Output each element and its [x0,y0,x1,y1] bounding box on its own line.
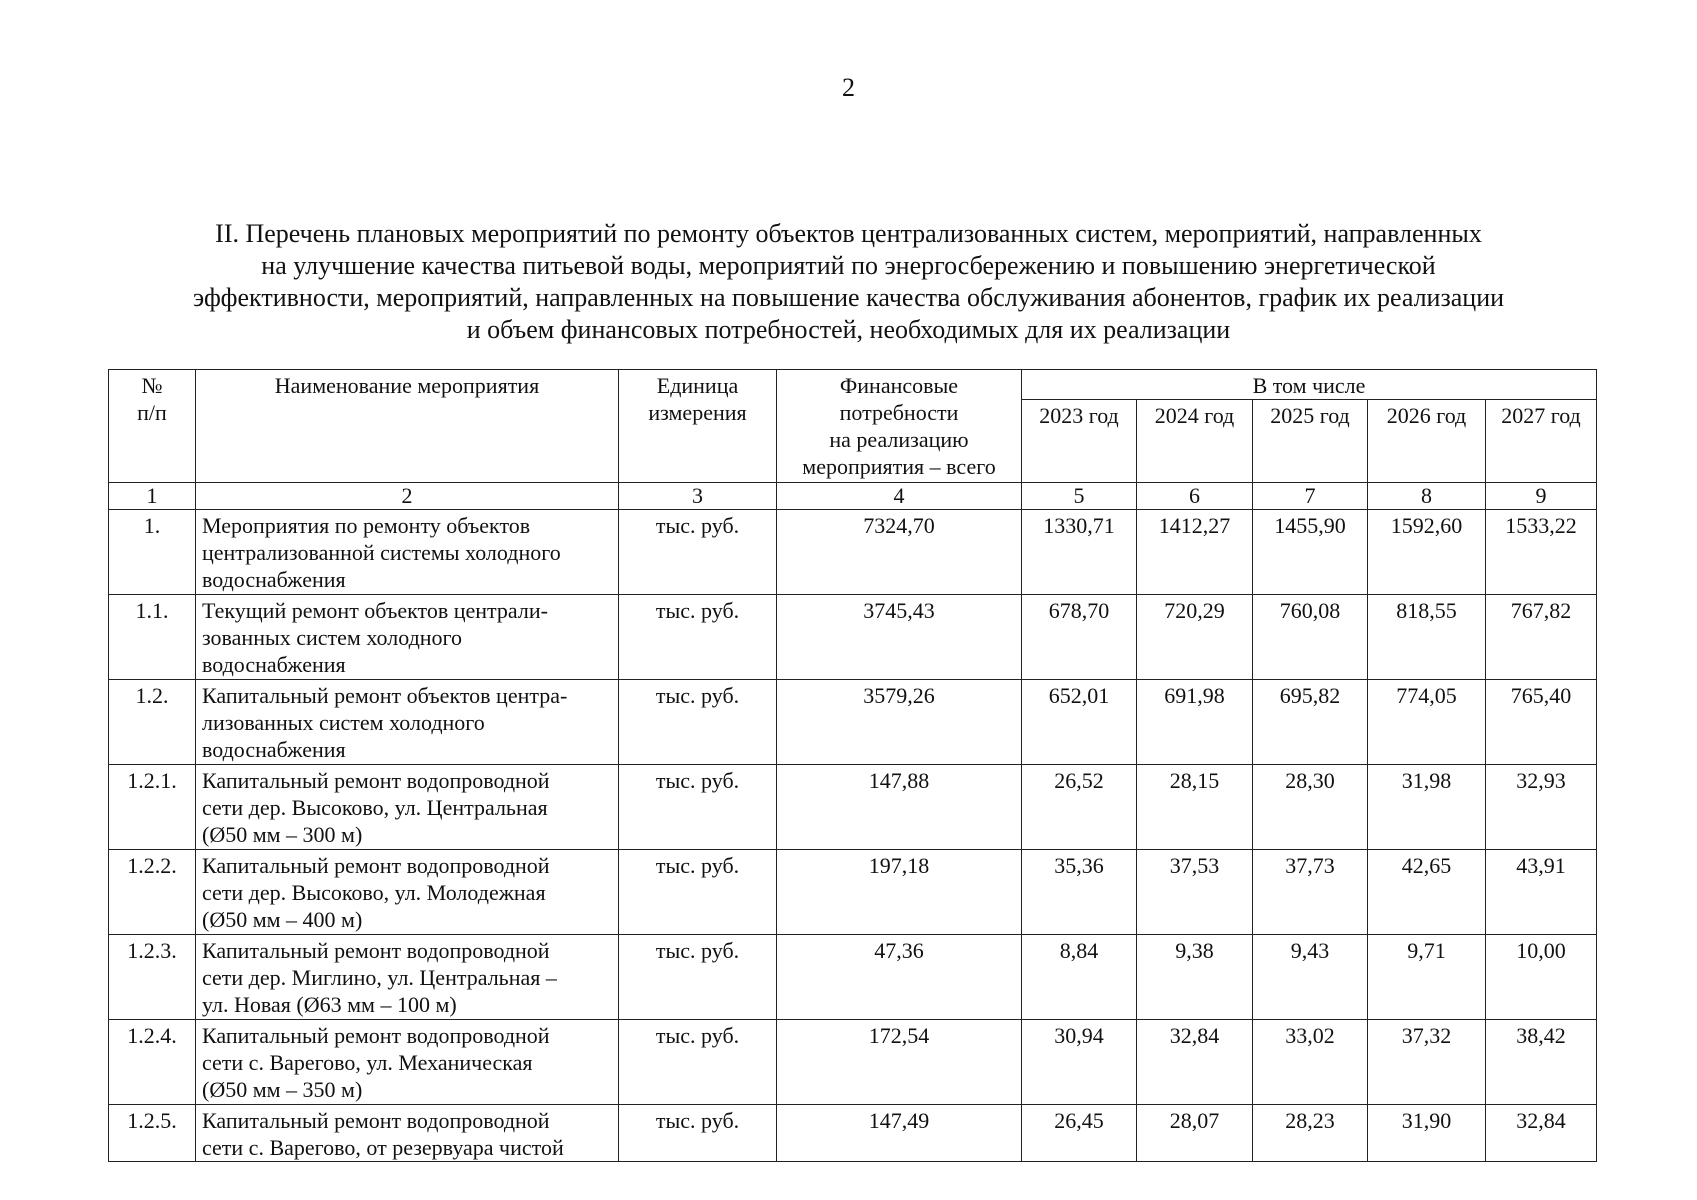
year-2023-cell: 35,36 [1022,850,1137,935]
year-2027-cell: 10,00 [1486,935,1597,1020]
year-2023-cell: 30,94 [1022,1020,1137,1105]
year-2026-cell: 818,55 [1368,595,1486,680]
measure-name: Капитальный ремонт водопроводной сети дер. Высоково, ул. Центральная (Ø50 мм – 300 м) [196,765,619,850]
year-2023-cell: 26,45 [1022,1105,1137,1162]
unit-cell: тыс. руб. [619,765,777,850]
unit-cell: тыс. руб. [619,850,777,935]
year-2027-cell: 32,84 [1486,1105,1597,1162]
header-year: 2027 год [1486,400,1597,483]
year-2023-cell: 652,01 [1022,680,1137,765]
measures-table [108,369,1597,1162]
table-row [109,510,1597,595]
section-title [120,218,1577,346]
table-row [109,595,1597,680]
measure-name: Капитальный ремонт водопроводной сети с. Варегово, ул. Механическая (Ø50 мм – 350 м) [196,1020,619,1105]
year-2025-cell: 1455,90 [1253,510,1368,595]
row-number: 1.2. [109,680,196,765]
year-2024-cell: 28,15 [1137,765,1253,850]
row-number: 1.2.3. [109,935,196,1020]
row-number: 1.2.5. [109,1105,196,1162]
header-year: 2023 год [1022,400,1137,483]
unit-cell: тыс. руб. [619,1105,777,1162]
year-2024-cell: 9,38 [1137,935,1253,1020]
measure-name: Капитальный ремонт водопроводной сети дер. Высоково, ул. Молодежная (Ø50 мм – 400 м) [196,850,619,935]
year-2024-cell: 28,07 [1137,1105,1253,1162]
unit-cell: тыс. руб. [619,935,777,1020]
header-num: № п/п [109,370,196,483]
page-number: 2 [842,73,855,102]
year-2027-cell: 765,40 [1486,680,1597,765]
year-2025-cell: 28,23 [1253,1105,1368,1162]
table-row [109,1105,1597,1162]
year-2025-cell: 695,82 [1253,680,1368,765]
unit-cell: тыс. руб. [619,595,777,680]
unit-cell: тыс. руб. [619,680,777,765]
header-year: 2024 год [1137,400,1253,483]
year-2023-cell: 678,70 [1022,595,1137,680]
year-2027-cell: 1533,22 [1486,510,1597,595]
table-row [109,1020,1597,1105]
row-number: 1.2.4. [109,1020,196,1105]
year-2027-cell: 767,82 [1486,595,1597,680]
column-number: 2 [196,483,619,510]
column-number: 5 [1022,483,1137,510]
header-year: 2026 год [1368,400,1486,483]
column-number: 3 [619,483,777,510]
column-number: 8 [1368,483,1486,510]
year-2024-cell: 1412,27 [1137,510,1253,595]
year-2024-cell: 691,98 [1137,680,1253,765]
header-row [109,370,1597,400]
year-2023-cell: 1330,71 [1022,510,1137,595]
total-cell: 47,36 [777,935,1022,1020]
year-2023-cell: 8,84 [1022,935,1137,1020]
measure-name: Текущий ремонт объектов централи- зованных систем холодного водоснабжения [196,595,619,680]
column-number: 4 [777,483,1022,510]
measure-name: Мероприятия по ремонту объектов централизованной системы холодного водоснабжения [196,510,619,595]
column-number: 1 [109,483,196,510]
total-cell: 172,54 [777,1020,1022,1105]
total-cell: 7324,70 [777,510,1022,595]
total-cell: 3579,26 [777,680,1022,765]
column-number: 7 [1253,483,1368,510]
year-2023-cell: 26,52 [1022,765,1137,850]
year-2025-cell: 28,30 [1253,765,1368,850]
year-2024-cell: 37,53 [1137,850,1253,935]
measure-name: Капитальный ремонт объектов центра- лизованных систем холодного водоснабжения [196,680,619,765]
year-2026-cell: 774,05 [1368,680,1486,765]
year-2027-cell: 32,93 [1486,765,1597,850]
table-row [109,680,1597,765]
unit-cell: тыс. руб. [619,510,777,595]
header-including: В том числе [1022,370,1597,400]
year-2024-cell: 720,29 [1137,595,1253,680]
year-2026-cell: 42,65 [1368,850,1486,935]
row-number: 1.2.1. [109,765,196,850]
column-numbers-row [109,483,1597,510]
year-2025-cell: 37,73 [1253,850,1368,935]
year-2024-cell: 32,84 [1137,1020,1253,1105]
total-cell: 3745,43 [777,595,1022,680]
year-2025-cell: 33,02 [1253,1020,1368,1105]
measure-name: Капитальный ремонт водопроводной сети с. Варегово, от резервуара чистой [196,1105,619,1162]
year-2026-cell: 1592,60 [1368,510,1486,595]
row-number: 1.2.2. [109,850,196,935]
header-total: Финансовые потребности на реализацию мероприятия – всего [777,370,1022,483]
unit-cell: тыс. руб. [619,1020,777,1105]
title-line: II. Перечень плановых мероприятий по ремонту объектов централизованных систем, мероприятий, направленных [215,219,1482,248]
year-2026-cell: 9,71 [1368,935,1486,1020]
year-2025-cell: 760,08 [1253,595,1368,680]
row-number: 1.1. [109,595,196,680]
total-cell: 197,18 [777,850,1022,935]
table-row [109,765,1597,850]
year-2027-cell: 38,42 [1486,1020,1597,1105]
column-number: 9 [1486,483,1597,510]
year-2027-cell: 43,91 [1486,850,1597,935]
row-number: 1. [109,510,196,595]
total-cell: 147,49 [777,1105,1022,1162]
header-year: 2025 год [1253,400,1368,483]
header-unit: Единица измерения [619,370,777,483]
year-2026-cell: 31,98 [1368,765,1486,850]
title-line: эффективности, мероприятий, направленных на повышение качества обслуживания абонентов, график их реализации [192,283,1505,312]
title-line: на улучшение качества питьевой воды, мероприятий по энергосбережению и повышению энергетической [261,251,1436,280]
year-2025-cell: 9,43 [1253,935,1368,1020]
title-line: и объем финансовых потребностей, необходимых для их реализации [466,315,1231,344]
measure-name: Капитальный ремонт водопроводной сети дер. Миглино, ул. Центральная – ул. Новая (Ø63 мм – 100 м) [196,935,619,1020]
table-row [109,850,1597,935]
year-2026-cell: 37,32 [1368,1020,1486,1105]
year-2026-cell: 31,90 [1368,1105,1486,1162]
header-name: Наименование мероприятия [196,370,619,483]
total-cell: 147,88 [777,765,1022,850]
column-number: 6 [1137,483,1253,510]
table-row [109,935,1597,1020]
